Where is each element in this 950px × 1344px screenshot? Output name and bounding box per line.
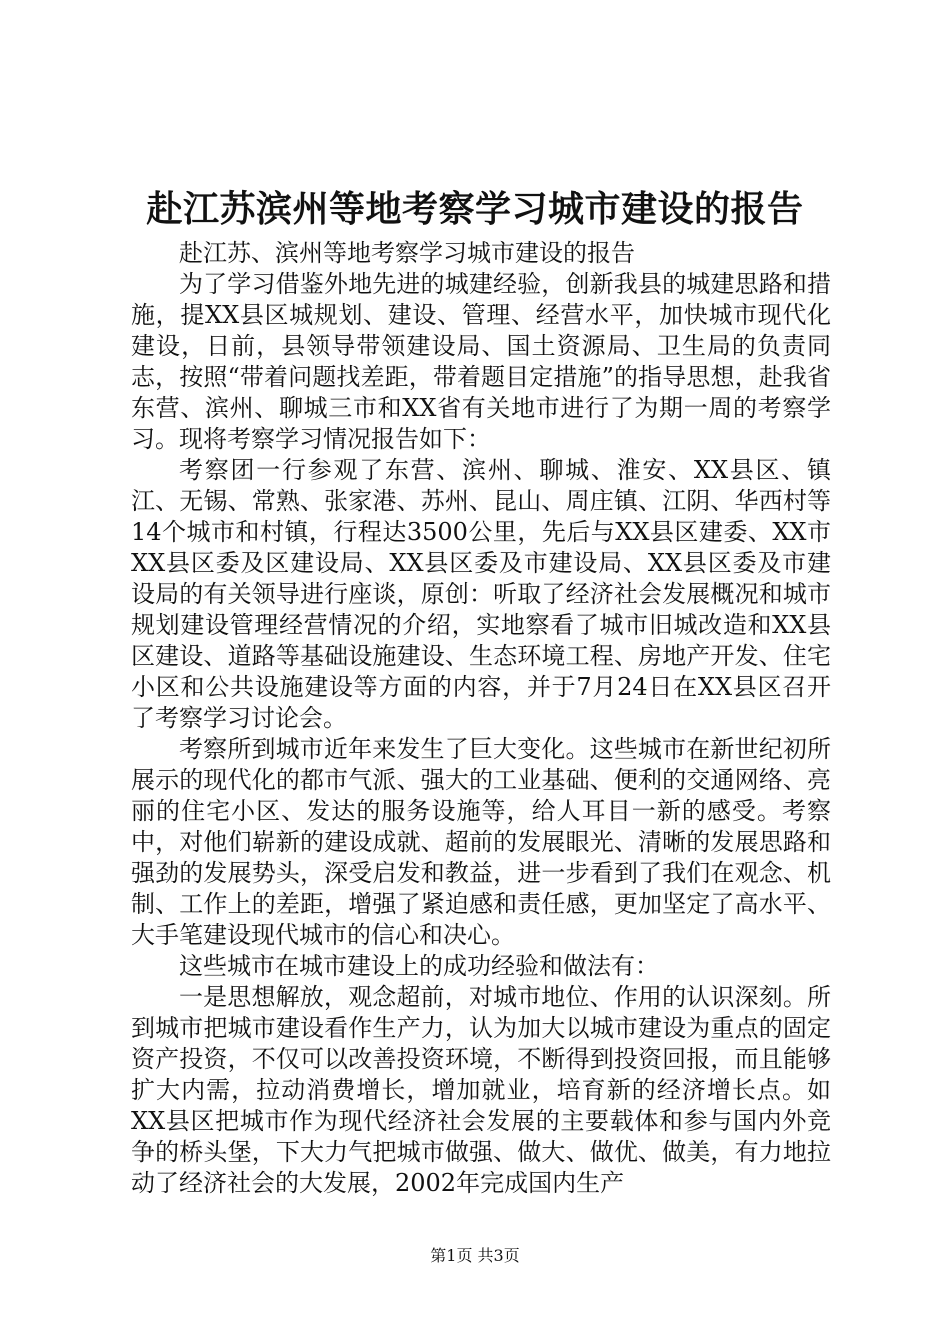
document-title: 赴江苏滨州等地考察学习城市建设的报告 [146,188,804,230]
body-paragraph: 这些城市在城市建设上的成功经验和做法有： [179,952,659,980]
page-number-footer: 第1页 共3页 [430,1246,520,1265]
body-paragraph: 考察团一行参观了东营、滨州、聊城、淮安、XX县区、镇江、无锡、常熟、张家港、苏州、昆山、周庄镇、江阴、华西村等14个城市和村镇，行程达3500公里，先后与XX县区建委、XX市XX县区委及区建设局、XX县区委及市建设局、XX县区委及市建设局的有关领导进行座谈，原创：听取了经济社会发展概况和城市规划建设管理经营情况的介绍，实地察看了城市旧城改造和XX县区建设、道路等基础设施建设、生态环境工程、房地产开发、住宅小区和公共设施建设等方面的内容，并于7月24日在XX县区召开了考察学习讨论会。 [131,456,831,732]
body-paragraph: 为了学习借鉴外地先进的城建经验，创新我县的城建思路和措施，提XX县区城规划、建设、管理、经营水平，加快城市现代化建设，日前，县领导带领建设局、国土资源局、卫生局的负责同志，按照“带着问题找差距，带着题目定措施”的指导思想，赴我省东营、滨州、聊城三市和XX省有关地市进行了为期一周的考察学习。现将考察学习情况报告如下： [131,270,831,453]
subtitle-paragraph: 赴江苏、滨州等地考察学习城市建设的报告 [179,239,635,267]
body-paragraph: 考察所到城市近年来发生了巨大变化。这些城市在新世纪初所展示的现代化的都市气派、强大的工业基础、便利的交通网络、亮丽的住宅小区、发达的服务设施等，给人耳目一新的感受。考察中，对他们崭新的建设成就、超前的发展眼光、清晰的发展思路和强劲的发展势头，深受启发和教益，进一步看到了我们在观念、机制、工作上的差距，增强了紧迫感和责任感，更加坚定了高水平、大手笔建设现代城市的信心和决心。 [131,735,831,949]
body-paragraph: 一是思想解放，观念超前，对城市地位、作用的认识深刻。所到城市把城市建设看作生产力，认为加大以城市建设为重点的固定资产投资，不仅可以改善投资环境，不断得到投资回报，而且能够扩大内需，拉动消费增长，增加就业，培育新的经济增长点。如XX县区把城市作为现代经济社会发展的主要载体和参与国内外竞争的桥头堡，下大力气把城市做强、做大、做优、做美，有力地拉动了经济社会的大发展，2002年完成国内生产 [131,983,831,1197]
document-body [131,238,831,1199]
